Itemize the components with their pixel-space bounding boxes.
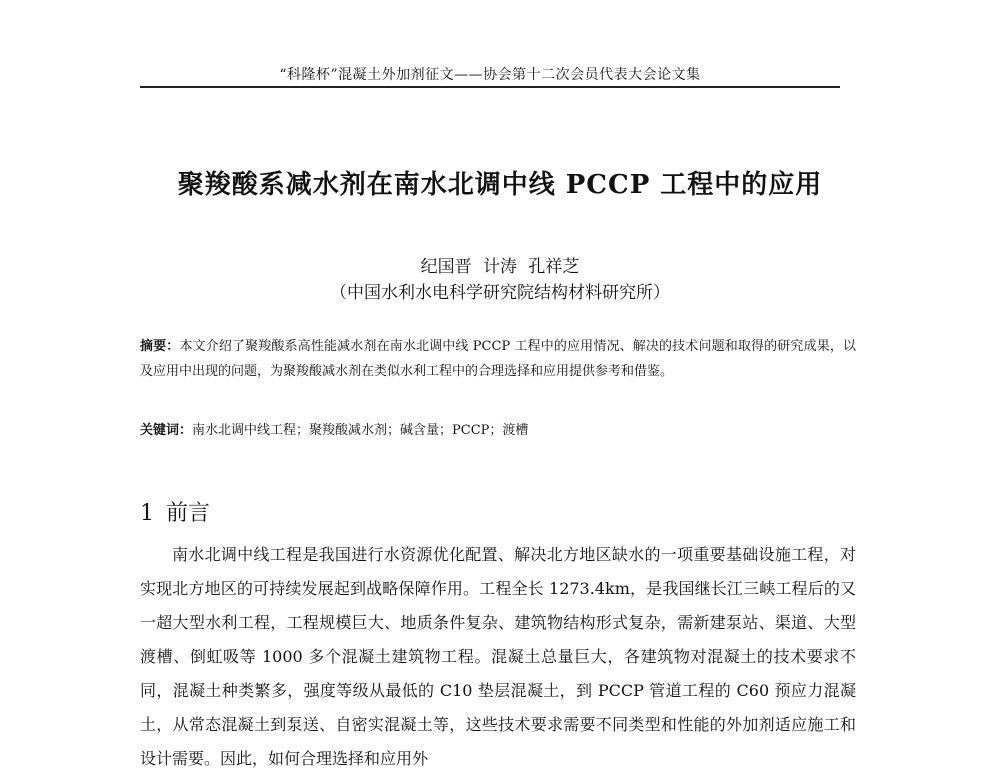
section-heading (140, 496, 210, 527)
keywords-block (140, 418, 856, 443)
running-header: “科隆杯”混凝土外加剂征文——协会第十二次会员代表大会论文集 (279, 67, 701, 83)
section-title: 前言 (166, 501, 211, 526)
header-divider (140, 86, 840, 88)
abstract-block (140, 334, 856, 384)
paper-title: 聚羧酸系减水剂在南水北调中线 PCCP 工程中的应用 (177, 170, 823, 200)
keywords-text: 南水北调中线工程；聚羧酸减水剂；碱含量；PCCP；渡槽 (192, 423, 529, 438)
body-paragraph: 南水北调中线工程是我国进行水资源优化配置、解决北方地区缺水的一项重要基础设施工程，对实现北方地区的可持续发展起到战略保障作用。工程全长 1273.4km，是我国继长江三峡工程后的又一超大型水利工程，工程规模巨大、地质条件复杂、建筑物结构形式复杂，需新建泵站、渠道、大型渡槽、倒虹吸等 1000 多个混凝土建筑物工程。混凝土总量巨大，各建筑物对混凝土的技术要求不同，混凝土种类繁多，强度等级从最低的 C10 垫层混凝土，到 PCCP 管道工程的 C60 预应力混凝土，从常态混凝土到泵送、自密实混凝土等，这些技术要求需要不同类型和性能的外加剂适应施工和设计需要。因此，如何合理选择和应用外 (140, 545, 856, 768)
keywords-label: 关键词： (140, 423, 193, 438)
abstract-text: 本文介绍了聚羧酸系高性能减水剂在南水北调中线 PCCP 工程中的应用情况、解决的技术问题和取得的研究成果，以及应用中出现的问题，为聚羧酸减水剂在类似水利工程中的合理选择和应用提供参考和借鉴。 (140, 339, 856, 379)
paper-affiliation: （中国水利水电科学研究院结构材料研究所） (330, 283, 670, 303)
section-number: 1 (140, 501, 154, 526)
paper-authors: 纪国晋 计涛 孔祥芝 (420, 257, 580, 277)
abstract-label: 摘要： (140, 339, 180, 354)
